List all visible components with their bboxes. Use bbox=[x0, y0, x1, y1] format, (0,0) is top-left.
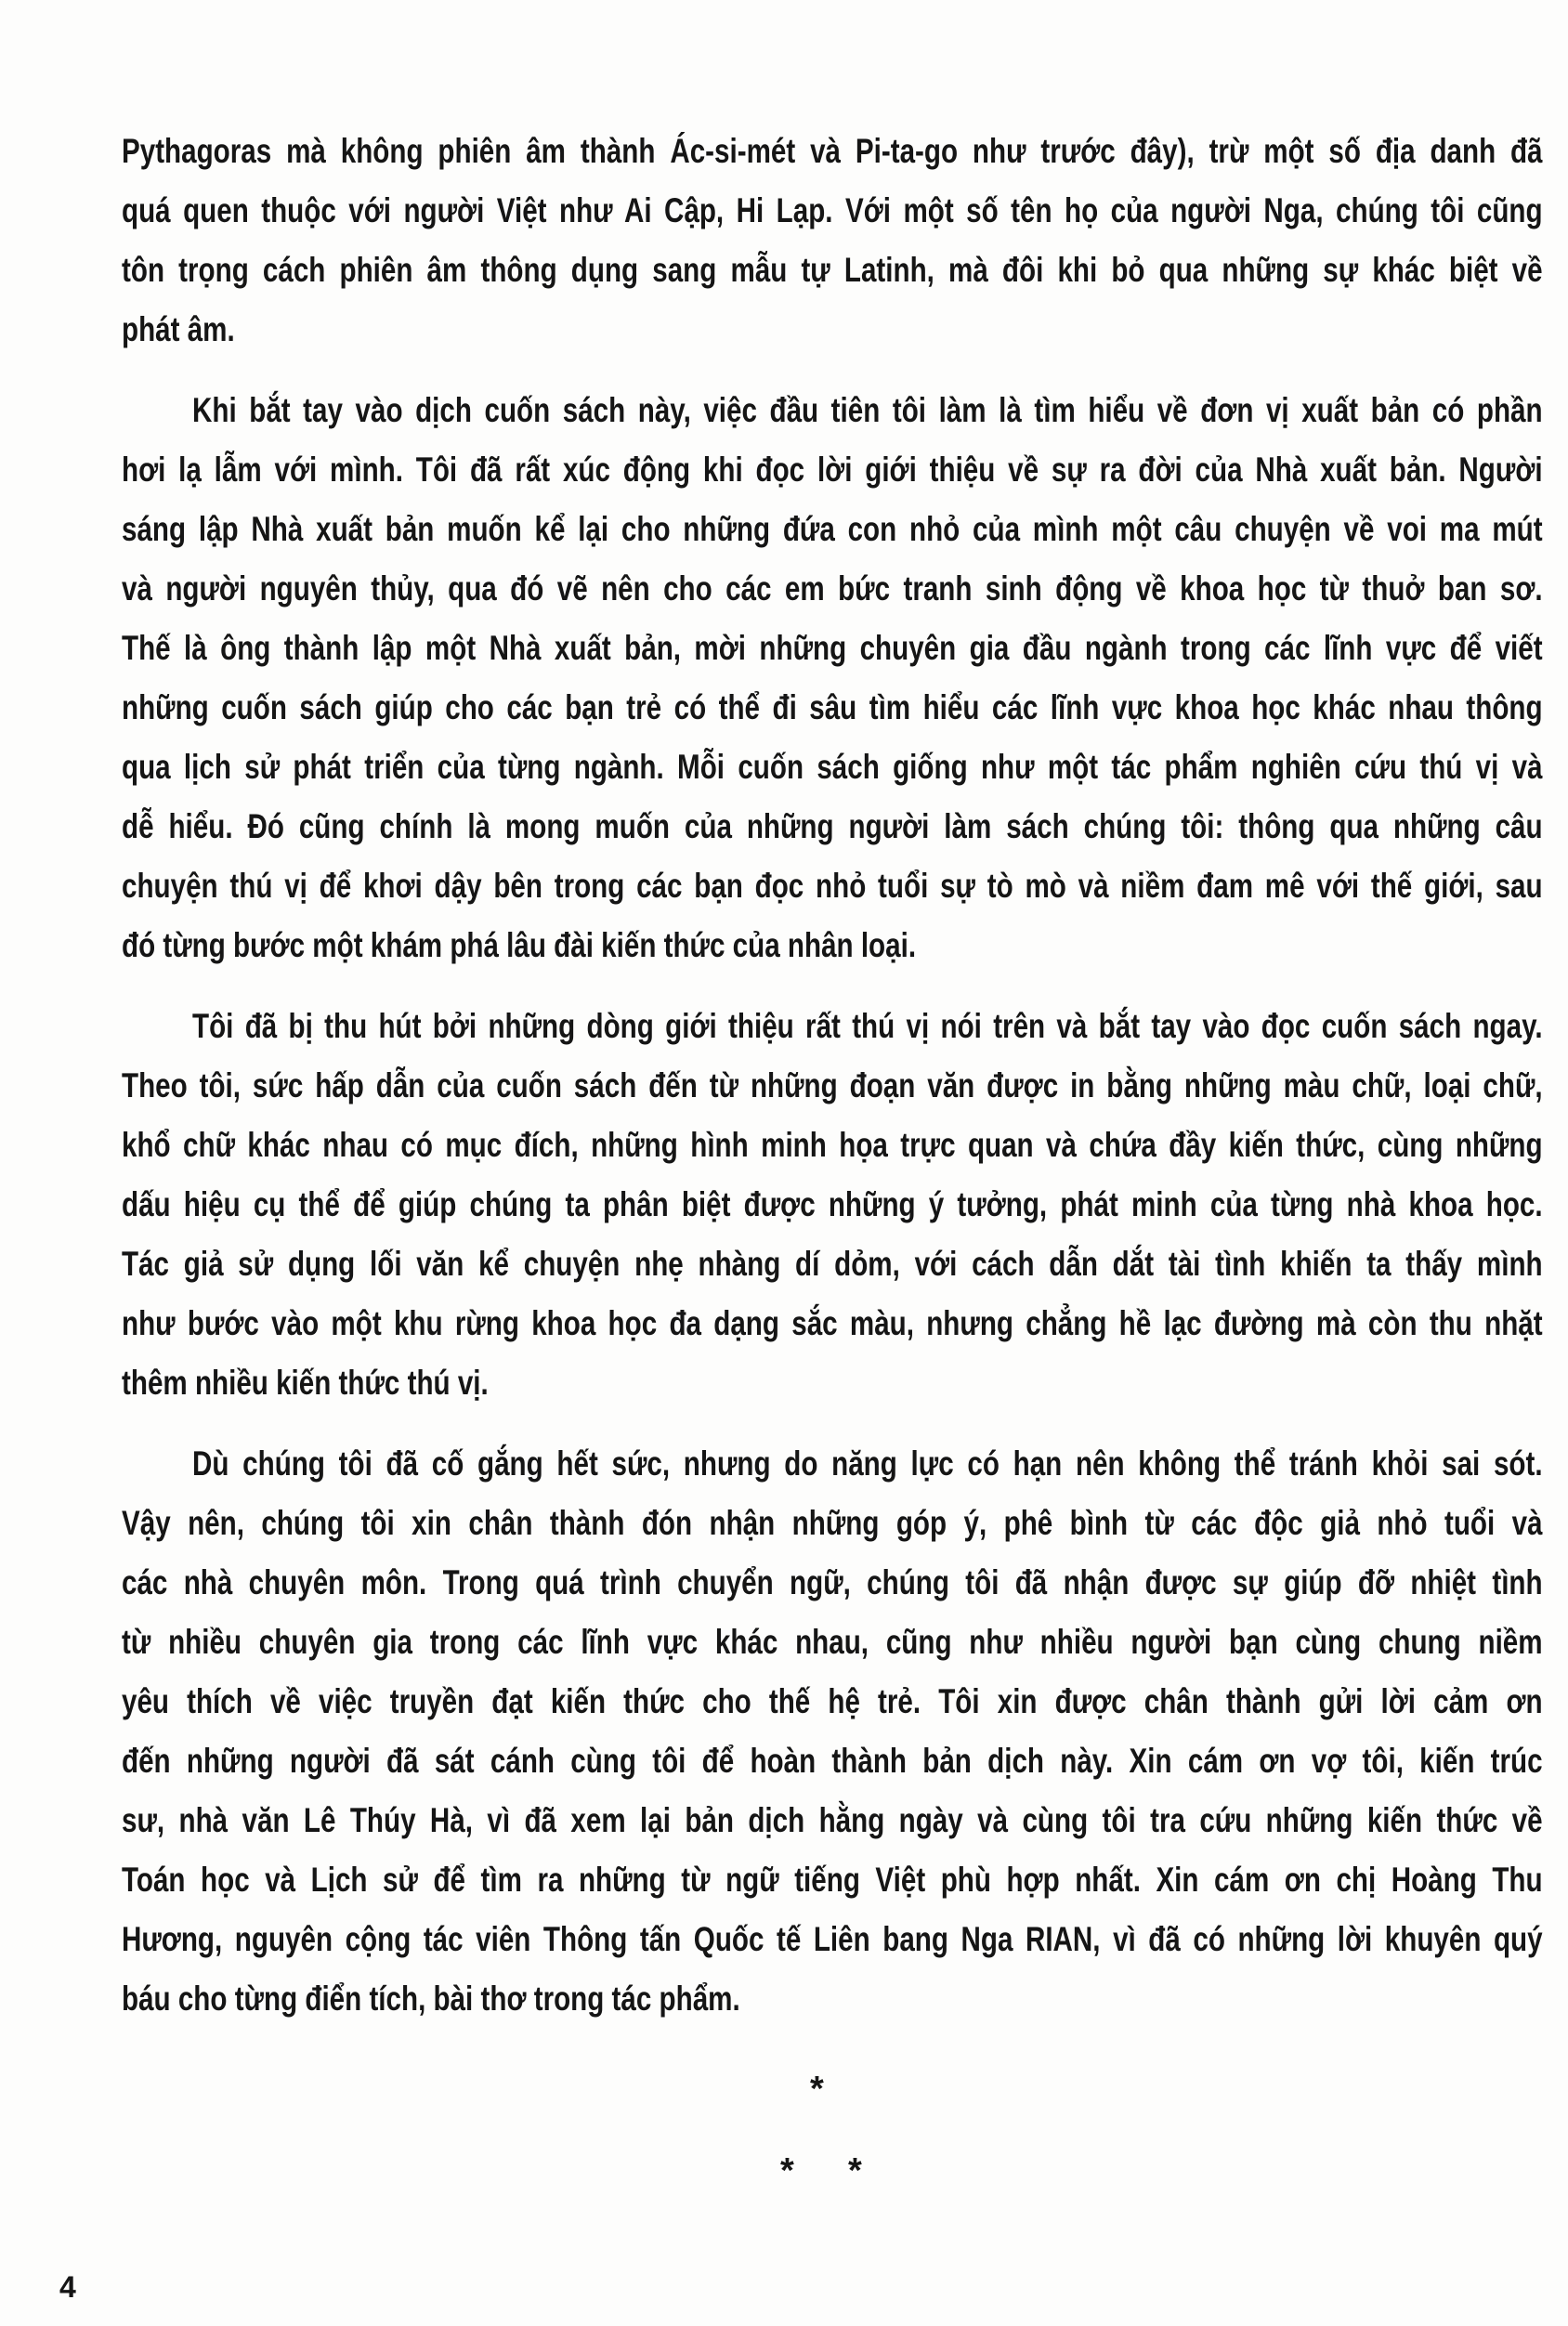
text-line: Khi bắt tay vào dịch cuốn sách này, việc đầu tiên tôi làm là tìm hiểu về đơn vị xuất bản có phần bbox=[192, 391, 1543, 429]
separator-star-top: * bbox=[810, 2070, 824, 2109]
text-line: Hương, nguyên cộng tác viên Thông tấn Quốc tế Liên bang Nga RIAN, vì đã có những lời khuyên quý bbox=[122, 1920, 1543, 1958]
text-line: và người nguyên thủy, qua đó vẽ nên cho các em bức tranh sinh động về khoa học từ thuở ban sơ. bbox=[122, 569, 1543, 608]
text-line: yêu thích về việc truyền đạt kiến thức cho thế hệ trẻ. Tôi xin được chân thành gửi lời cảm ơn bbox=[122, 1682, 1543, 1720]
text-line: các nhà chuyên môn. Trong quá trình chuyển ngữ, chúng tôi đã nhận được sự giúp đỡ nhiệt tình bbox=[122, 1563, 1543, 1601]
paragraph bbox=[122, 381, 1543, 975]
text-line: đó từng bước một khám phá lâu đài kiến thức của nhân loại. bbox=[122, 926, 917, 964]
text-line: dấu hiệu cụ thể để giúp chúng ta phân biệt được những ý tưởng, phát minh của từng nhà khoa học. bbox=[122, 1185, 1543, 1223]
paragraph bbox=[122, 997, 1543, 1413]
text-line: quá quen thuộc với người Việt như Ai Cập, Hi Lạp. Với một số tên họ của người Nga, chúng tôi cũng bbox=[122, 191, 1543, 229]
paragraph bbox=[122, 1434, 1543, 2029]
text-line: sư, nhà văn Lê Thúy Hà, vì đã xem lại bản dịch hằng ngày và cùng tôi tra cứu những kiến thức về bbox=[122, 1801, 1543, 1839]
text-line: Pythagoras mà không phiên âm thành Ác-si-mét và Pi-ta-go như trước đây), trừ một số địa danh đã bbox=[122, 132, 1543, 170]
text-line: Tác giả sử dụng lối văn kể chuyện nhẹ nhàng dí dỏm, với cách dẫn dắt tài tình khiến ta thấy mình bbox=[122, 1245, 1543, 1283]
text-line: đến những người đã sát cánh cùng tôi để hoàn thành bản dịch này. Xin cám ơn vợ tôi, kiến trúc bbox=[122, 1742, 1543, 1780]
text-line: sáng lập Nhà xuất bản muốn kể lại cho những đứa con nhỏ của mình một câu chuyện về voi ma mút bbox=[122, 510, 1543, 548]
text-line: phát âm. bbox=[122, 310, 235, 348]
text-line: báu cho từng điển tích, bài thơ trong tác phẩm. bbox=[122, 1980, 740, 2018]
separator-star-left: * bbox=[780, 2151, 794, 2190]
text-line: những cuốn sách giúp cho các bạn trẻ có thể đi sâu tìm hiểu các lĩnh vực khoa học khác nhau thông bbox=[122, 688, 1543, 726]
text-line: khổ chữ khác nhau có mục đích, những hình minh họa trực quan và chứa đầy kiến thức, cùng những bbox=[122, 1126, 1543, 1164]
text-line: Dù chúng tôi đã cố gắng hết sức, nhưng do năng lực có hạn nên không thể tránh khỏi sai sót. bbox=[192, 1444, 1543, 1483]
text-line: hơi lạ lẫm với mình. Tôi đã rất xúc động khi đọc lời giới thiệu về sự ra đời của Nhà xuất bản. Người bbox=[122, 451, 1543, 489]
body-text bbox=[122, 122, 1543, 2050]
page-number: 4 bbox=[59, 2270, 76, 2304]
text-line: qua lịch sử phát triển của từng ngành. Mỗi cuốn sách giống như một tác phẩm nghiên cứu thú vị và bbox=[122, 748, 1543, 786]
text-line: thêm nhiều kiến thức thú vị. bbox=[122, 1364, 489, 1402]
separator-star-right: * bbox=[848, 2151, 862, 2190]
text-line: chuyện thú vị để khơi dậy bên trong các bạn đọc nhỏ tuổi sự tò mò và niềm đam mê với thế giới, sau bbox=[122, 867, 1543, 905]
text-line: như bước vào một khu rừng khoa học đa dạng sắc màu, nhưng chẳng hề lạc đường mà còn thu nhặt bbox=[122, 1304, 1543, 1342]
text-line: Theo tôi, sức hấp dẫn của cuốn sách đến từ những đoạn văn được in bằng những màu chữ, loại chữ, bbox=[122, 1066, 1543, 1104]
text-line: từ nhiều chuyên gia trong các lĩnh vực khác nhau, cũng như nhiều người bạn cùng chung niềm bbox=[122, 1623, 1543, 1661]
text-line: Vậy nên, chúng tôi xin chân thành đón nhận những góp ý, phê bình từ các độc giả nhỏ tuổi và bbox=[122, 1504, 1543, 1542]
text-line: tôn trọng cách phiên âm thông dụng sang mẫu tự Latinh, mà đôi khi bỏ qua những sự khác biệt về bbox=[122, 251, 1543, 289]
text-line: dễ hiểu. Đó cũng chính là mong muốn của những người làm sách chúng tôi: thông qua những câu bbox=[122, 807, 1543, 845]
paragraph bbox=[122, 122, 1543, 359]
text-line: Toán học và Lịch sử để tìm ra những từ ngữ tiếng Việt phù hợp nhất. Xin cám ơn chị Hoàng Thu bbox=[122, 1861, 1543, 1899]
text-line: Tôi đã bị thu hút bởi những dòng giới thiệu rất thú vị nói trên và bắt tay vào đọc cuốn sách ngay. bbox=[192, 1007, 1543, 1045]
text-line: Thế là ông thành lập một Nhà xuất bản, mời những chuyên gia đầu ngành trong các lĩnh vực để viết bbox=[122, 629, 1543, 667]
